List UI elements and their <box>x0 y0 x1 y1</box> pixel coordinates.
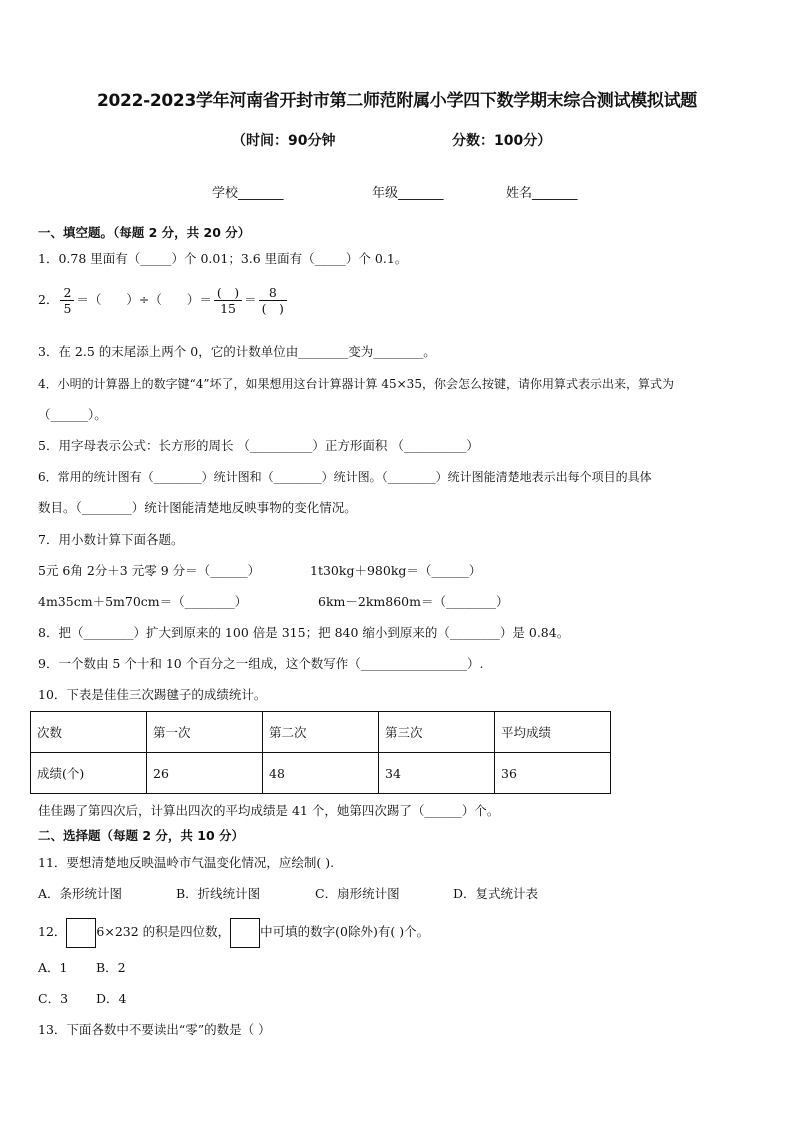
question-2 <box>38 285 289 316</box>
question-8: 8．把（________）扩大到原来的 100 倍是 315；把 840 缩小到原来的（________）是 0.84。 <box>38 625 570 640</box>
q11-option-c: C．扇形统计图 <box>315 886 400 901</box>
fraction-3-numerator: 8 <box>259 285 287 301</box>
scores-table <box>30 711 611 794</box>
table-header-row <box>31 712 611 753</box>
school-field: 学校_______ <box>212 186 284 201</box>
table-cell: 36 <box>495 753 611 794</box>
table-header-cell: 第三次 <box>379 712 495 753</box>
name-field: 姓名_______ <box>506 186 578 201</box>
blank-box <box>230 918 260 948</box>
question-7-a: 5元 6角 2分＋3 元零 9 分＝（______） <box>38 563 261 578</box>
fraction-3-denominator: ( ) <box>261 301 284 316</box>
table-header-cell: 第二次 <box>263 712 379 753</box>
q11-option-b: B．折线统计图 <box>176 886 261 901</box>
q12-mid: 6×232 的积是四位数， <box>96 924 231 939</box>
q11-option-a: A．条形统计图 <box>38 886 123 901</box>
fraction-1-numerator: 2 <box>60 285 74 301</box>
q11-option-d: D．复式统计表 <box>453 886 539 901</box>
q2-middle: ＝（ ）÷（ ）＝ <box>76 292 212 307</box>
question-1: 1．0.78 里面有（_____）个 0.01；3.6 里面有（_____）个 0.1。 <box>38 251 408 266</box>
fraction-1 <box>60 285 74 316</box>
fraction-2 <box>214 285 242 316</box>
q12-option-d: D．4 <box>96 991 127 1006</box>
question-6-line-2: 数目。（________）统计图能清楚地反映事物的变化情况。 <box>38 500 357 515</box>
question-4-line-2: （______）。 <box>38 407 107 422</box>
question-10-title: 10．下表是佳佳三次踢毽子的成绩统计。 <box>38 687 267 702</box>
table-header-cell: 平均成绩 <box>495 712 611 753</box>
question-6-line-1: 6．常用的统计图有（________）统计图和（________）统计图。（________）统计图能清楚地表示出每个项目的具体 <box>38 470 652 484</box>
fraction-2-numerator: ( ) <box>214 285 242 301</box>
table-cell: 34 <box>379 753 495 794</box>
blank-box <box>66 918 96 948</box>
exam-time: （时间：90分钟 <box>232 133 336 149</box>
question-3: 3．在 2.5 的末尾添上两个 0，它的计数单位由________变为________。 <box>38 344 436 359</box>
grade-field: 年级_______ <box>372 186 444 201</box>
question-12 <box>38 916 429 948</box>
fraction-1-denominator: 5 <box>63 301 72 316</box>
table-cell: 成绩(个) <box>31 753 147 794</box>
q12-option-c: C．3 <box>38 991 69 1006</box>
table-header-cell: 次数 <box>31 712 147 753</box>
question-10-after: 佳佳踢了第四次后，计算出四次的平均成绩是 41 个，她第四次踢了（______）个。 <box>38 803 500 818</box>
table-cell: 48 <box>263 753 379 794</box>
q2-eq: ＝ <box>244 292 257 307</box>
q2-prefix: 2． <box>38 292 59 307</box>
question-7-title: 7．用小数计算下面各题。 <box>38 532 184 547</box>
q12-suffix: 中可填的数字(0除外)有( )个。 <box>260 924 430 939</box>
page-title: 2022-2023学年河南省开封市第二师范附属小学四下数学期末综合测试模拟试题 <box>97 91 697 111</box>
question-7-d: 6km－2km860m＝（________） <box>318 594 509 609</box>
question-11-stem: 11．要想清楚地反映温岭市气温变化情况，应绘制( ). <box>38 855 335 870</box>
fraction-3 <box>259 285 287 316</box>
table-row <box>31 753 611 794</box>
q12-option-a: A．1 <box>38 960 68 975</box>
question-13: 13．下面各数中不要读出“零”的数是（ ） <box>38 1022 271 1037</box>
table-cell: 26 <box>147 753 263 794</box>
section-1-title: 一、填空题。（每题 2 分，共 20 分） <box>38 225 251 240</box>
question-7-c: 4m35cm＋5m70cm＝（________） <box>38 594 248 609</box>
table-header-cell: 第一次 <box>147 712 263 753</box>
question-5: 5．用字母表示公式：长方形的周长 （__________）正方形面积 （__________） <box>38 438 479 453</box>
question-4-line-1: 4．小明的计算器上的数字键“4”坏了，如果想用这台计算器计算 45×35，你会怎么按键，请你用算式表示出来，算式为 <box>38 377 674 391</box>
exam-score: 分数：100分） <box>452 133 552 149</box>
q12-prefix: 12． <box>38 924 67 939</box>
fraction-2-denominator: 15 <box>220 301 236 316</box>
question-7-b: 1t30kg＋980kg＝（______） <box>310 563 482 578</box>
question-9: 9．一个数由 5 个十和 10 个百分之一组成，这个数写作（_________________）. <box>38 656 484 671</box>
section-2-title: 二、选择题（每题 2 分，共 10 分） <box>38 828 245 843</box>
q12-option-b: B．2 <box>96 960 126 975</box>
